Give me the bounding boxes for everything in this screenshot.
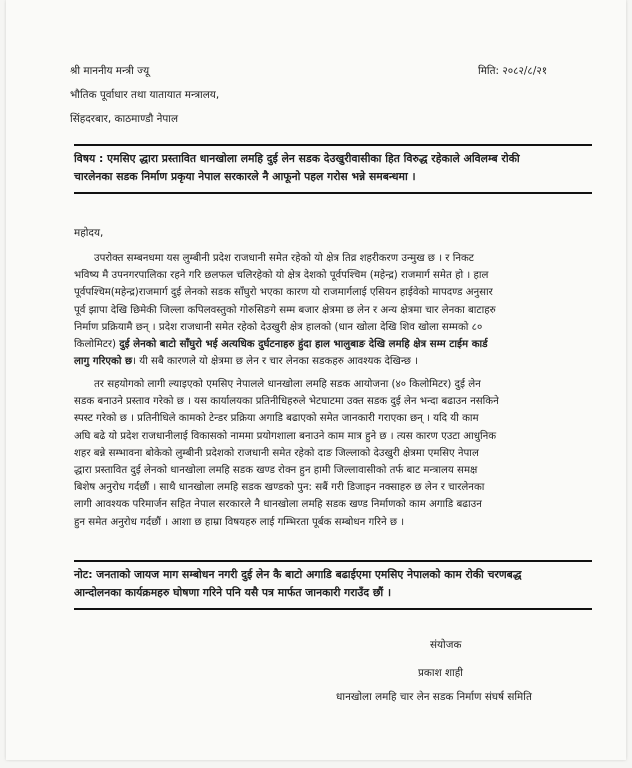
body1-bold-text: लागु गरिएको छ [74,356,133,368]
body2-line: अघि बढे यो प्रदेश राजधानीलाई विकासको नाममा प्रयोगशाला बनाउने काम मात्र हुने छ । त्यस कारण एउटा आधुनिक [74,430,497,442]
note-bottom-rule [74,608,592,610]
body-paragraph-2 [74,376,590,531]
letter-date: मिति: २०८२/८/२१ [478,65,548,77]
signature-name: प्रकाश शाही [418,667,463,679]
body2-line: स्पस्ट गरेको छ । प्रतिनीधिले कामको टेन्डर प्रक्रिया अगाडि बढाएको समेत जानकारी गराएका छन् । यदि यी काम [74,413,479,425]
body1-line: पूर्वपश्चिम(महेन्द्र)राजमार्ग दुई लेनको सडक साँघुरो भएका कारण यो राजमार्गलाई एसियन हाईवेको मापदण्ड अनुसार [74,287,493,299]
body1-line-7 [74,353,590,370]
body1-line: निर्माण प्रक्रियामै छन् । प्रदेश राजधानी समेत रहेको देउखुरी क्षेत्र हालको (धान खोला देखि शिव खोला सम्मको ८० [74,321,483,333]
salutation: महोदय, [74,227,104,239]
body1-bold-text: दुई लेनको बाटो साँघुरो भई अत्यधिक दुर्घटनाहरु हुंदा हाल भालुबाङ देखि लमहि क्षेत्र सम्म टाईम कार्ड [119,339,488,351]
body2-line: तर सहयोगको लागी ल्याइएको एमसिए नेपालले धानखोला लमहि सडक आयोजना (४० किलोमिटर) दुई लेन [94,379,481,390]
body2-line: हुन समेत अनुरोध गर्दछौं । आशा छ हाम्रा विषयहरु लाई गम्भिरता पूर्बक सम्बोधन गरिने छ । [74,516,405,528]
body1-text: किलोमिटर) [74,339,120,351]
body2-line: द्धारा प्रस्तावित दुई लेनको धानखोला लमहि सडक खण्ड रोक्न हुन हामी जिल्लावासीको तर्फ बाट मन्त्रालय समक्ष [74,465,478,477]
body1-line: पूर्व झापा देखि छिमेकी जिल्ला कपिलवस्तुको गोरुसिङगे सम्म बजार क्षेत्रमा छ लेन र अन्य क्षेत्रमा चार लेनका बाटाहरु [74,304,496,316]
recipient-title: श्री माननीय मन्त्री ज्यू [70,65,150,77]
signature-organization: धानखोला लमहि चार लेन सडक निर्माण संघर्ष समिति [336,691,532,703]
body1-line: उपरोक्त सम्बनधमा यस लुम्बीनी प्रदेश राजधानी समेत रहेको यो क्षेत्र तिव्र शहरीकरण उन्मुख छ । र निकट [94,253,474,264]
body1-text: । यी सबै कारणले यो क्षेत्रमा छ लेन र चार लेनका सडकहरु आवश्यक देखिन्छ । [132,356,418,368]
subject-line-2: चारलेनका सडक निर्माण प्रकृया नेपाल सरकारले नै आफूनो पहल गरोस भन्ने समबन्धमा । [74,170,416,183]
body2-line: शहर बन्ने सम्भावना बोकेको लुम्बीनी प्रदेशको राजधानी समेत रहेको दाङ जिल्लाको देउखुरी क्षेत्रमा एमसिए नेपाल [74,447,479,459]
note-line-1: नोट: जनताको जायज माग सम्बोधन नगरी दुई लेन कै बाटो अगाडि बढाईएमा एमसिए नेपालको काम रोकी चरणबद्ध [74,568,522,581]
note-line-2: आन्दोलनका कार्यक्रमहरु घोषणा गरिने पनि यसै पत्र मार्फत जानकारी गराउँद छौं । [74,586,392,599]
body-paragraph-1 [74,250,590,370]
body1-line: भविष्य मै उपनगरपालिका रहने गरि छलफल चलिरहेको यो क्षेत्र देशको पूर्वपश्चिम (महेन्द्र) राजमार्ग समेत हो । हाल [74,270,489,282]
body2-line: बिशेष अनुरोध गर्दछौं । साथै धानखोला लमहि सडक खण्डको पुन: सबैं गरी डिजाइन नक्साहरु छ लेन र चारलेनका [74,482,485,494]
subject-top-rule [74,144,592,146]
signature-role: संयोजक [430,639,462,651]
body2-line: सडक बनाउने प्रस्ताव गरेको छ । यस कार्यालयका प्रतिनीधिहरुले भेटघाटमा उक्त सडक दुई लेन भन्दा बढाउन नसकिने [74,396,499,408]
body2-line: लागी आवश्यक परिमार्जन सहित नेपाल सरकारले नै धानखोला लमहि सडक खण्ड निर्माणको काम अगाडि बढाउन [74,499,482,511]
subject-line-1: विषय : एमसिए द्धारा प्रस्तावित धानखोला लमहि दुई लेन सडक देउखुरीवासीका हित विरुद्ध रहेकाले अविलम्ब रोकी [74,152,520,165]
recipient-address: सिंहदरबार, काठमाण्डौ नेपाल [70,113,178,125]
note-top-rule [74,560,592,562]
subject-bottom-rule [74,192,592,194]
body1-line-6 [74,336,590,353]
recipient-ministry: भौतिक पूर्वाधार तथा यातायात मन्त्रालय, [70,89,220,101]
letter-page [6,0,626,760]
